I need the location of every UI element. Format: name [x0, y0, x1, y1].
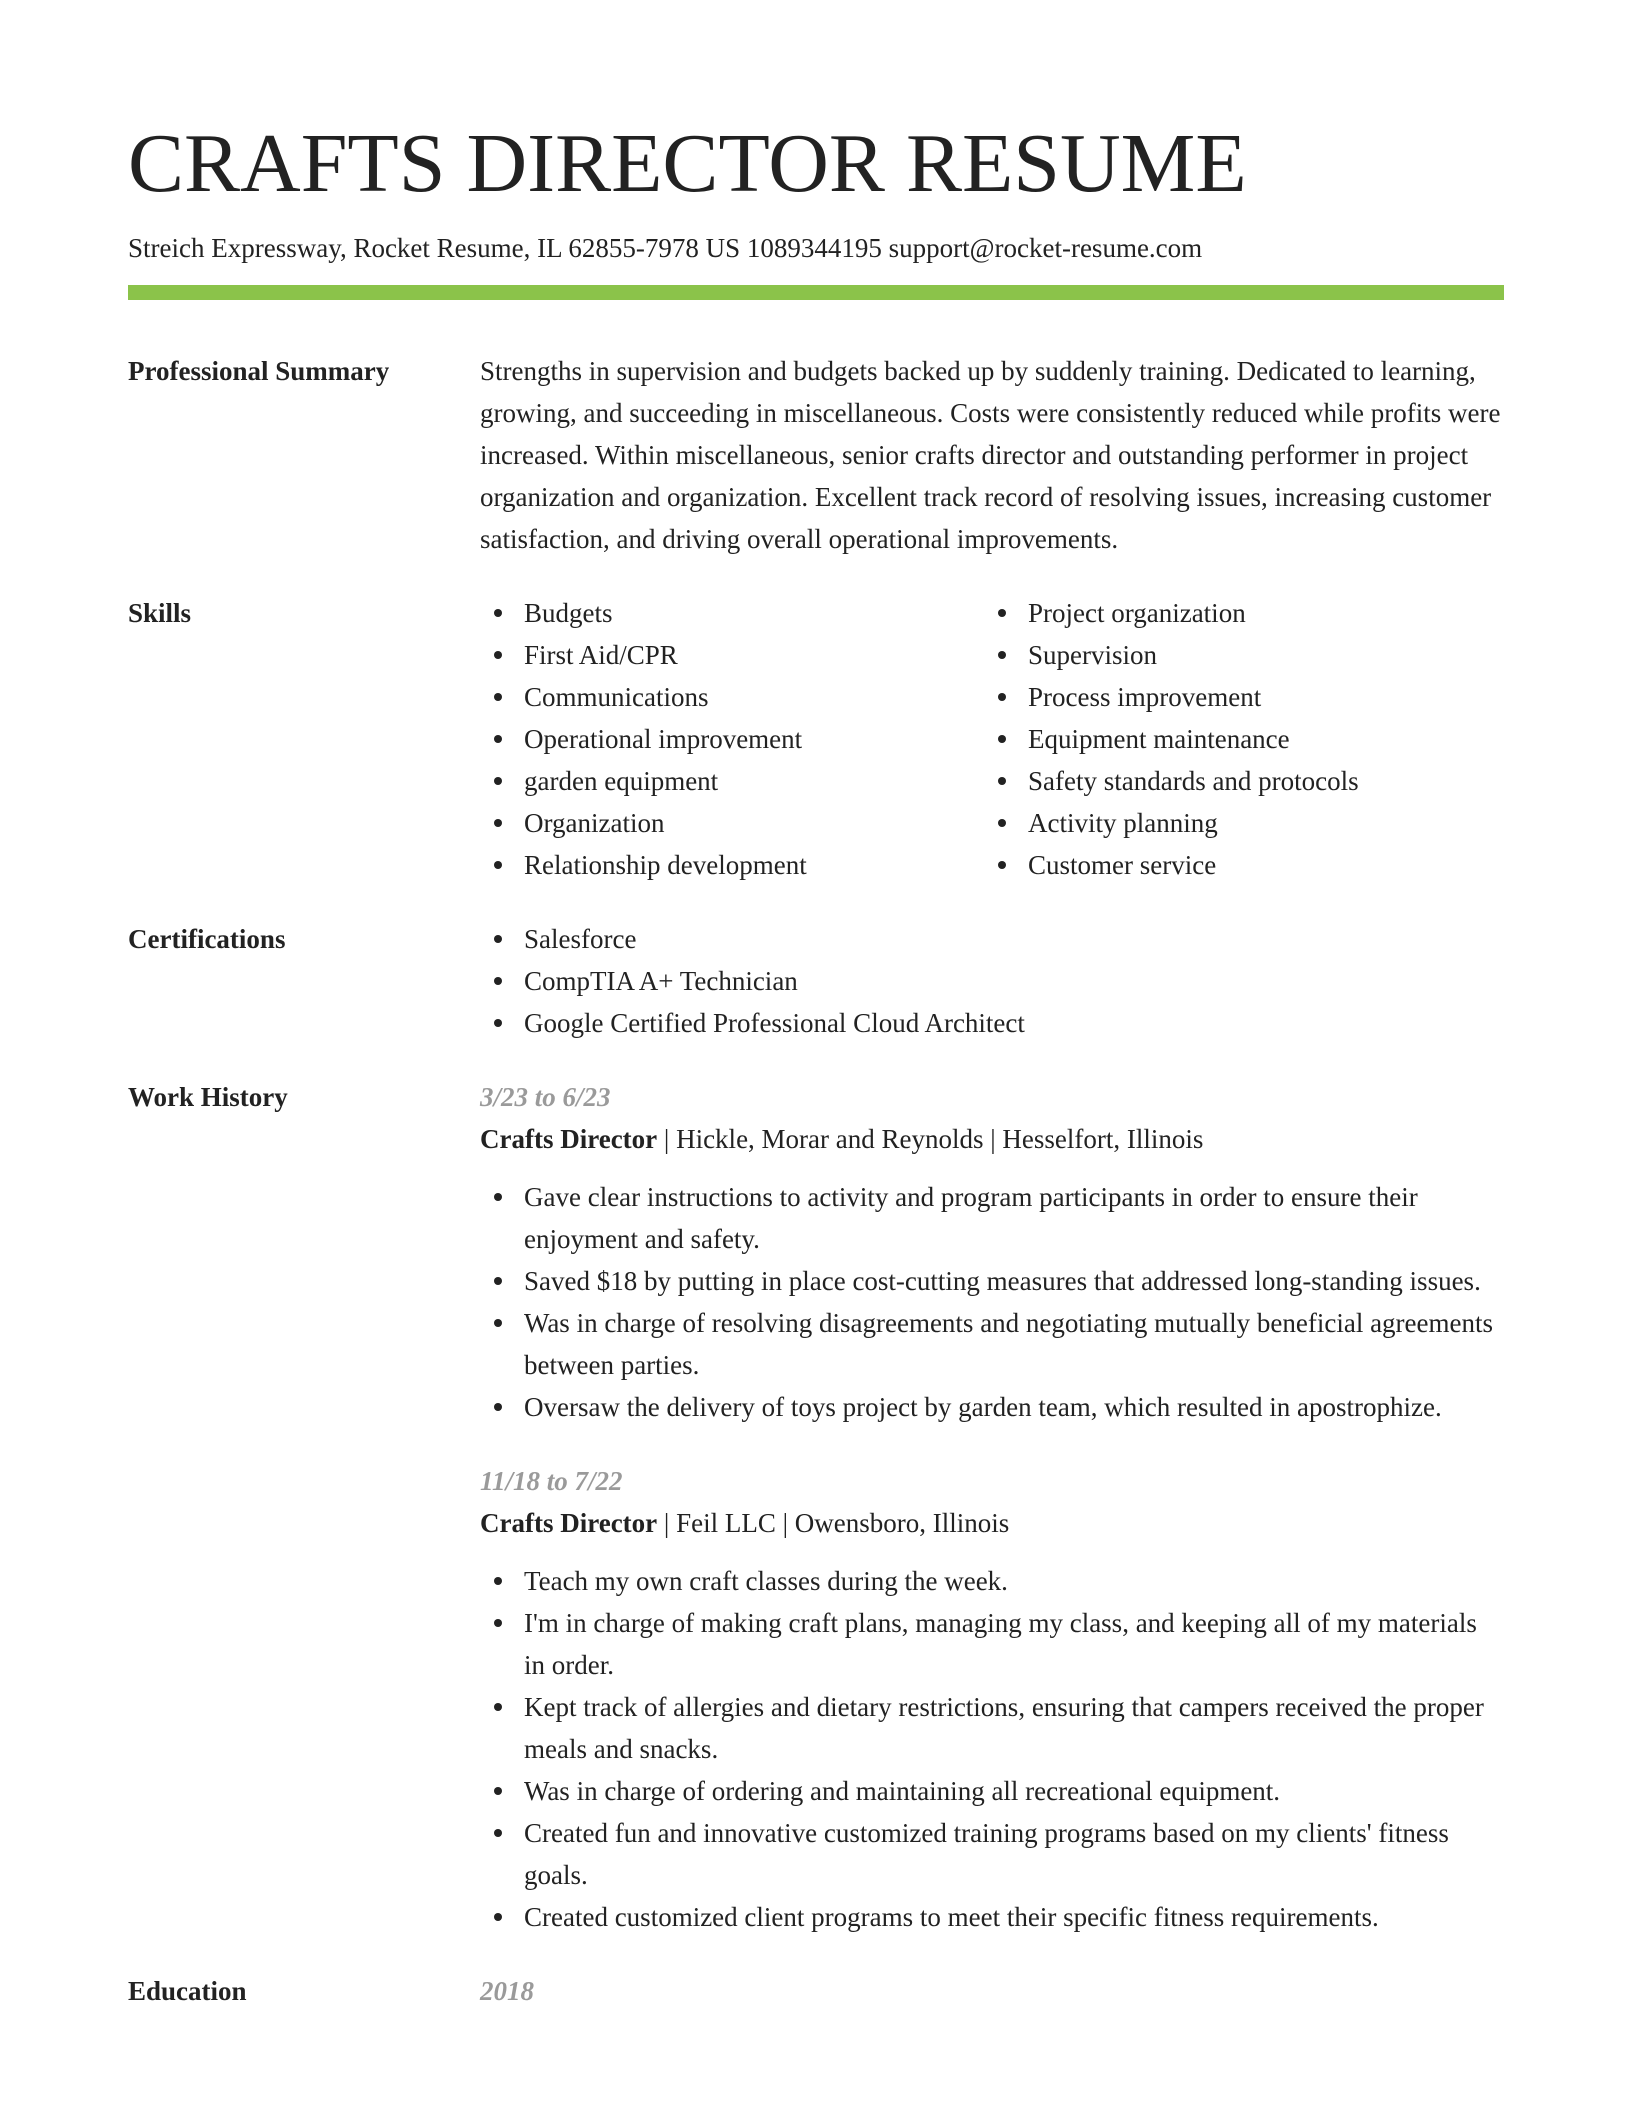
skill-item: Equipment maintenance [984, 718, 1488, 760]
work-history-label: Work History [128, 1081, 288, 1112]
skills-label: Skills [128, 597, 192, 628]
education-label: Education [128, 1975, 247, 2006]
certifications-list [480, 918, 1504, 1044]
job-date: 11/18 to 7/22 [480, 1465, 623, 1496]
skill-item: Project organization [984, 592, 1488, 634]
skill-item: Communications [480, 676, 984, 718]
certification-item: CompTIA A+ Technician [480, 960, 1504, 1002]
header-divider [128, 285, 1504, 300]
certification-item: Salesforce [480, 918, 1504, 960]
certifications-section [128, 918, 1504, 1044]
skill-item: Safety standards and protocols [984, 760, 1488, 802]
job-title-line [480, 1502, 1504, 1544]
job-details: | Hickle, Morar and Reynolds | Hesselfort, Illinois [657, 1123, 1204, 1154]
job-bullet: Kept track of allergies and dietary restrictions, ensuring that campers received the proper meals and snacks. [480, 1686, 1504, 1770]
skills-column-1 [480, 592, 984, 886]
job-bullet-list [480, 1560, 1504, 1938]
skill-item: Supervision [984, 634, 1488, 676]
job-bullet: Oversaw the delivery of toys project by garden team, which resulted in apostrophize. [480, 1386, 1504, 1428]
job-title: Crafts Director [480, 1507, 658, 1538]
job-details: | Feil LLC | Owensboro, Illinois [657, 1507, 1010, 1538]
skill-item: Operational improvement [480, 718, 984, 760]
education-date: 2018 [480, 1975, 534, 2006]
skill-item: Organization [480, 802, 984, 844]
job-bullet: Was in charge of resolving disagreements and negotiating mutually beneficial agreements between parties. [480, 1302, 1504, 1386]
skills-columns [480, 592, 1504, 886]
skill-item: garden equipment [480, 760, 984, 802]
skills-column-2 [984, 592, 1488, 886]
skill-item: Activity planning [984, 802, 1488, 844]
work-history-section [128, 1076, 1504, 1938]
resume-page [128, 118, 1504, 2012]
job-bullet: Created customized client programs to meet their specific fitness requirements. [480, 1896, 1504, 1938]
certifications-label: Certifications [128, 923, 286, 954]
certifications-body [480, 918, 1504, 1044]
resume-title: CRAFTS DIRECTOR RESUME [128, 117, 1247, 210]
summary-text: Strengths in supervision and budgets backed up by suddenly training. Dedicated to learning, growing, and succeeding in miscellaneous. Costs were consistently reduced while profits were increased. Within miscellaneous, senior crafts director and outstanding performer in project organization and organization. Excellent track record of resolving issues, increasing customer satisfaction, and driving overall operational improvements. [480, 355, 1501, 554]
skill-item: Budgets [480, 592, 984, 634]
job-bullet-list [480, 1176, 1504, 1428]
job-bullet: Created fun and innovative customized training programs based on my clients' fitness goals. [480, 1812, 1504, 1896]
contact-line: Streich Expressway, Rocket Resume, IL 62855-7978 US 1089344195 support@rocket-resume.com [128, 233, 1203, 264]
job-bullet: Teach my own craft classes during the week. [480, 1560, 1504, 1602]
skill-item: Customer service [984, 844, 1488, 886]
job-title-line [480, 1118, 1504, 1160]
job-date: 3/23 to 6/23 [480, 1081, 611, 1112]
education-body [480, 1970, 1504, 2012]
skill-item: Relationship development [480, 844, 984, 886]
job-bullet: I'm in charge of making craft plans, managing my class, and keeping all of my materials in order. [480, 1602, 1504, 1686]
skill-item: Process improvement [984, 676, 1488, 718]
skills-section [128, 592, 1504, 886]
skill-item: First Aid/CPR [480, 634, 984, 676]
job-bullet: Saved $18 by putting in place cost-cutting measures that addressed long-standing issues. [480, 1260, 1504, 1302]
job-entry [480, 1460, 1504, 1938]
summary-section [128, 350, 1504, 560]
summary-label: Professional Summary [128, 355, 390, 386]
job-title: Crafts Director [480, 1123, 658, 1154]
job-bullet: Gave clear instructions to activity and program participants in order to ensure their enjoyment and safety. [480, 1176, 1504, 1260]
certification-item: Google Certified Professional Cloud Architect [480, 1002, 1504, 1044]
work-history-body [480, 1076, 1504, 1938]
job-bullet: Was in charge of ordering and maintaining all recreational equipment. [480, 1770, 1504, 1812]
education-section [128, 1970, 1504, 2012]
job-entry [480, 1076, 1504, 1428]
